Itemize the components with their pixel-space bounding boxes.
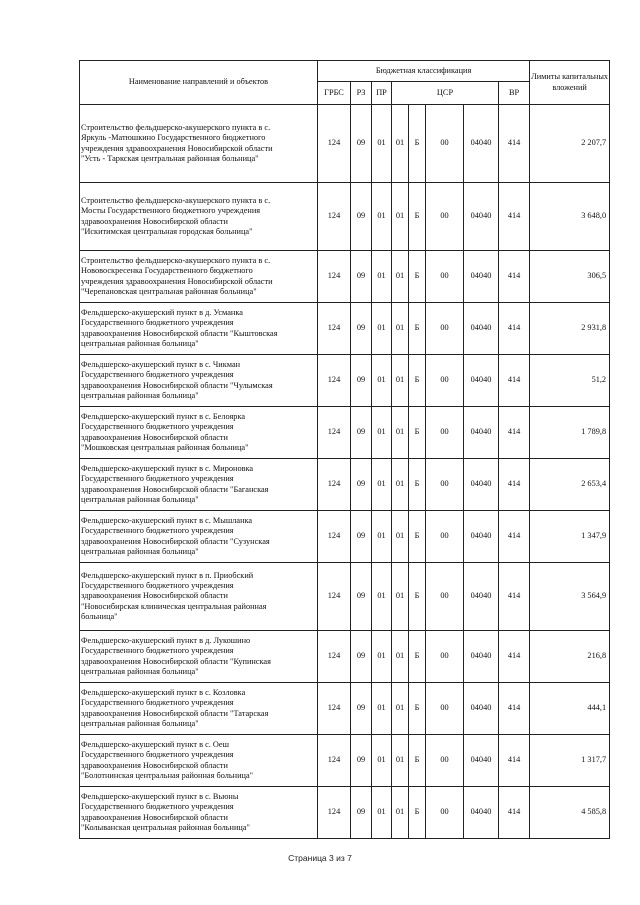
cell-csr1: 01	[392, 459, 409, 511]
cell-csr4: 04040	[464, 683, 499, 735]
cell-rz: 09	[351, 251, 372, 303]
object-name-cell	[80, 105, 318, 183]
table-row	[80, 459, 610, 511]
table-row	[80, 407, 610, 459]
cell-csr4: 04040	[464, 459, 499, 511]
cell-csr4: 04040	[464, 407, 499, 459]
cell-pr: 01	[372, 251, 392, 303]
object-name-line: Государственного бюджетного учреждения	[81, 474, 234, 484]
object-name-cell	[80, 511, 318, 563]
cell-pr: 01	[372, 303, 392, 355]
cell-pr: 01	[372, 631, 392, 683]
object-name-line: Яркуль -Матюшкино Государственного бюджетного	[81, 133, 266, 143]
table-row	[80, 735, 610, 787]
cell-vr: 414	[499, 683, 530, 735]
cell-vr: 414	[499, 459, 530, 511]
cell-pr: 01	[372, 407, 392, 459]
object-name-cell	[80, 563, 318, 631]
object-name-line: здравоохранения Новосибирской области "Сузунская	[81, 536, 270, 546]
cell-grbs: 124	[318, 631, 351, 683]
cell-csr3: 00	[426, 683, 464, 735]
object-name-line: учреждения здравоохранения Новосибирской области	[81, 143, 273, 153]
object-name-line: здравоохранения Новосибирской области "Кыштовская	[81, 328, 278, 338]
cell-pr: 01	[372, 511, 392, 563]
table-row	[80, 251, 610, 303]
cell-csr4: 04040	[464, 355, 499, 407]
object-name-line: Государственного бюджетного учреждения	[81, 526, 234, 536]
cell-rz: 09	[351, 459, 372, 511]
cell-csr4: 04040	[464, 787, 499, 839]
cell-vr: 414	[499, 407, 530, 459]
object-name-line: здравоохранения Новосибирской области	[81, 432, 228, 442]
object-name-line: Нововоскресенка Государственного бюджетного	[81, 266, 253, 276]
cell-grbs: 124	[318, 787, 351, 839]
cell-csr1: 01	[392, 251, 409, 303]
header-csr: ЦСР	[392, 82, 499, 105]
header-limits-column: Лимиты капитальных вложений	[530, 61, 610, 105]
object-name-line: Фельдшерско-акушерский пункт в с. Мироновка	[81, 463, 254, 473]
cell-grbs: 124	[318, 407, 351, 459]
cell-vr: 414	[499, 183, 530, 251]
table-row	[80, 105, 610, 183]
object-name-line: Государственного бюджетного учреждения	[81, 750, 234, 760]
object-name-line: "Колыванская центральная районная больница"	[81, 822, 250, 832]
object-name-line: здравоохранения Новосибирской области	[81, 591, 228, 601]
object-name-line: здравоохранения Новосибирской области "Баганская	[81, 484, 269, 494]
cell-grbs: 124	[318, 459, 351, 511]
object-name-line: Мосты Государственного бюджетного учреждения	[81, 206, 261, 216]
object-name-line: здравоохранения Новосибирской области	[81, 812, 228, 822]
cell-pr: 01	[372, 459, 392, 511]
object-name-cell	[80, 735, 318, 787]
cell-grbs: 124	[318, 511, 351, 563]
cell-pr: 01	[372, 105, 392, 183]
object-name-cell	[80, 355, 318, 407]
cell-csr1: 01	[392, 631, 409, 683]
cell-amount: 3 648,0	[530, 183, 610, 251]
cell-vr: 414	[499, 563, 530, 631]
object-name-line: Фельдшерско-акушерский пункт в п. Приобский	[81, 570, 254, 580]
cell-csr4: 04040	[464, 631, 499, 683]
header-vr: ВР	[499, 82, 530, 105]
object-name-cell	[80, 251, 318, 303]
cell-csr3: 00	[426, 459, 464, 511]
cell-csr1: 01	[392, 563, 409, 631]
cell-pr: 01	[372, 563, 392, 631]
object-name-line: здравоохранения Новосибирской области	[81, 216, 228, 226]
object-name-line: Фельдшерско-акушерский пункт в с. Белоярка	[81, 411, 246, 421]
cell-vr: 414	[499, 511, 530, 563]
cell-csr2: Б	[409, 787, 426, 839]
cell-csr1: 01	[392, 683, 409, 735]
cell-rz: 09	[351, 631, 372, 683]
cell-amount: 216,8	[530, 631, 610, 683]
cell-rz: 09	[351, 683, 372, 735]
cell-pr: 01	[372, 787, 392, 839]
cell-amount: 2 207,7	[530, 105, 610, 183]
cell-csr1: 01	[392, 303, 409, 355]
object-name-line: центральная районная больница"	[81, 338, 199, 348]
cell-csr4: 04040	[464, 251, 499, 303]
object-name-line: Фельдшерско-акушерский пункт в д. Лукошино	[81, 635, 251, 645]
object-name-line: Строительство фельдшерско-акушерского пункта в с.	[81, 255, 271, 265]
object-name-line: здравоохранения Новосибирской области "Купинская	[81, 656, 271, 666]
page-footer: Страница 3 из 7	[288, 853, 352, 863]
cell-grbs: 124	[318, 355, 351, 407]
cell-csr4: 04040	[464, 563, 499, 631]
cell-csr3: 00	[426, 407, 464, 459]
cell-grbs: 124	[318, 683, 351, 735]
cell-csr4: 04040	[464, 183, 499, 251]
object-name-line: больница"	[81, 612, 118, 622]
table-body	[80, 105, 610, 839]
cell-vr: 414	[499, 787, 530, 839]
cell-vr: 414	[499, 735, 530, 787]
cell-csr1: 01	[392, 787, 409, 839]
object-name-line: здравоохранения Новосибирской области "Татарская	[81, 708, 269, 718]
cell-rz: 09	[351, 105, 372, 183]
object-name-line: Государственного бюджетного учреждения	[81, 370, 234, 380]
cell-csr1: 01	[392, 511, 409, 563]
cell-vr: 414	[499, 631, 530, 683]
cell-csr4: 04040	[464, 735, 499, 787]
object-name-cell	[80, 787, 318, 839]
cell-amount: 444,1	[530, 683, 610, 735]
cell-grbs: 124	[318, 303, 351, 355]
cell-csr3: 00	[426, 631, 464, 683]
object-name-line: Государственного бюджетного учреждения	[81, 698, 234, 708]
cell-pr: 01	[372, 735, 392, 787]
cell-csr3: 00	[426, 105, 464, 183]
object-name-line: Фельдшерско-акушерский пункт в с. Чикман	[81, 359, 241, 369]
cell-csr2: Б	[409, 631, 426, 683]
object-name-line: "Усть - Таркская центральная районная больница"	[81, 153, 259, 163]
object-name-line: Государственного бюджетного учреждения	[81, 318, 234, 328]
object-name-line: центральная районная больница"	[81, 718, 199, 728]
cell-csr2: Б	[409, 563, 426, 631]
cell-csr1: 01	[392, 355, 409, 407]
cell-grbs: 124	[318, 251, 351, 303]
cell-csr3: 00	[426, 735, 464, 787]
cell-rz: 09	[351, 355, 372, 407]
object-name-line: Государственного бюджетного учреждения	[81, 646, 234, 656]
object-name-cell	[80, 683, 318, 735]
object-name-cell	[80, 631, 318, 683]
cell-amount: 2 931,8	[530, 303, 610, 355]
cell-csr3: 00	[426, 355, 464, 407]
cell-amount: 1 317,7	[530, 735, 610, 787]
header-pr: ПР	[372, 82, 392, 105]
cell-csr2: Б	[409, 459, 426, 511]
object-name-line: Фельдшерско-акушерский пункт в с. Мышланка	[81, 515, 253, 525]
cell-amount: 1 347,9	[530, 511, 610, 563]
cell-rz: 09	[351, 183, 372, 251]
table-row	[80, 511, 610, 563]
header-budget-classification: Бюджетная классификация	[318, 61, 530, 82]
cell-csr3: 00	[426, 251, 464, 303]
cell-grbs: 124	[318, 735, 351, 787]
cell-amount: 1 789,8	[530, 407, 610, 459]
cell-vr: 414	[499, 105, 530, 183]
document-sheet	[79, 60, 609, 839]
cell-csr1: 01	[392, 105, 409, 183]
cell-csr2: Б	[409, 407, 426, 459]
cell-amount: 3 564,9	[530, 563, 610, 631]
object-name-line: Государственного бюджетного учреждения	[81, 422, 234, 432]
object-name-line: учреждения здравоохранения Новосибирской области	[81, 276, 273, 286]
header-rz: РЗ	[351, 82, 372, 105]
cell-csr1: 01	[392, 735, 409, 787]
cell-csr3: 00	[426, 303, 464, 355]
cell-amount: 51,2	[530, 355, 610, 407]
cell-csr3: 00	[426, 787, 464, 839]
object-name-line: здравоохранения Новосибирской области "Чулымская	[81, 380, 273, 390]
object-name-line: центральная районная больница"	[81, 546, 199, 556]
cell-rz: 09	[351, 735, 372, 787]
object-name-line: Фельдшерско-акушерский пункт в с. Оеш	[81, 739, 229, 749]
object-name-line: Строительство фельдшерско-акушерского пункта в с.	[81, 195, 271, 205]
cell-vr: 414	[499, 251, 530, 303]
object-name-line: "Искитимская центральная городская больница"	[81, 226, 253, 236]
object-name-line: "Мошковская центральная районная больница"	[81, 442, 249, 452]
cell-csr2: Б	[409, 683, 426, 735]
cell-amount: 2 653,4	[530, 459, 610, 511]
object-name-line: центральная районная больница"	[81, 494, 199, 504]
cell-csr4: 04040	[464, 511, 499, 563]
header-grbs: ГРБС	[318, 82, 351, 105]
cell-grbs: 124	[318, 563, 351, 631]
cell-grbs: 124	[318, 183, 351, 251]
object-name-line: Фельдшерско-акушерский пункт в д. Усманка	[81, 307, 243, 317]
cell-csr1: 01	[392, 407, 409, 459]
cell-amount: 4 585,8	[530, 787, 610, 839]
cell-amount: 306,5	[530, 251, 610, 303]
object-name-line: Государственного бюджетного учреждения	[81, 580, 234, 590]
object-name-cell	[80, 183, 318, 251]
object-name-line: Фельдшерско-акушерский пункт в с. Вьюны	[81, 791, 239, 801]
table-row	[80, 355, 610, 407]
header-name-column: Наименование направлений и объектов	[80, 61, 318, 105]
object-name-cell	[80, 303, 318, 355]
table-row	[80, 303, 610, 355]
cell-csr2: Б	[409, 303, 426, 355]
cell-csr2: Б	[409, 511, 426, 563]
cell-rz: 09	[351, 563, 372, 631]
object-name-line: Фельдшерско-акушерский пункт в с. Козловка	[81, 687, 246, 697]
cell-grbs: 124	[318, 105, 351, 183]
cell-pr: 01	[372, 183, 392, 251]
object-name-line: "Новосибирская клиническая центральная районная	[81, 601, 267, 611]
object-name-cell	[80, 459, 318, 511]
object-name-line: Строительство фельдшерско-акушерского пункта в с.	[81, 122, 271, 132]
cell-rz: 09	[351, 511, 372, 563]
table-row	[80, 563, 610, 631]
cell-csr2: Б	[409, 105, 426, 183]
capital-investment-table	[79, 60, 610, 839]
object-name-line: центральная районная больница"	[81, 390, 199, 400]
cell-csr1: 01	[392, 183, 409, 251]
cell-csr3: 00	[426, 563, 464, 631]
cell-pr: 01	[372, 683, 392, 735]
table-row	[80, 683, 610, 735]
cell-csr2: Б	[409, 183, 426, 251]
cell-csr4: 04040	[464, 105, 499, 183]
object-name-line: "Черепановская центральная районная больница"	[81, 286, 257, 296]
object-name-cell	[80, 407, 318, 459]
cell-vr: 414	[499, 303, 530, 355]
cell-rz: 09	[351, 787, 372, 839]
table-row	[80, 183, 610, 251]
cell-rz: 09	[351, 407, 372, 459]
object-name-line: здравоохранения Новосибирской области	[81, 760, 228, 770]
cell-csr2: Б	[409, 251, 426, 303]
cell-csr2: Б	[409, 735, 426, 787]
object-name-line: центральная районная больница"	[81, 666, 199, 676]
object-name-line: Государственного бюджетного учреждения	[81, 802, 234, 812]
cell-csr3: 00	[426, 183, 464, 251]
object-name-line: "Болотнинская центральная районная больница"	[81, 770, 254, 780]
cell-vr: 414	[499, 355, 530, 407]
cell-csr2: Б	[409, 355, 426, 407]
cell-csr4: 04040	[464, 303, 499, 355]
cell-csr3: 00	[426, 511, 464, 563]
cell-pr: 01	[372, 355, 392, 407]
table-row	[80, 631, 610, 683]
table-row	[80, 787, 610, 839]
cell-rz: 09	[351, 303, 372, 355]
